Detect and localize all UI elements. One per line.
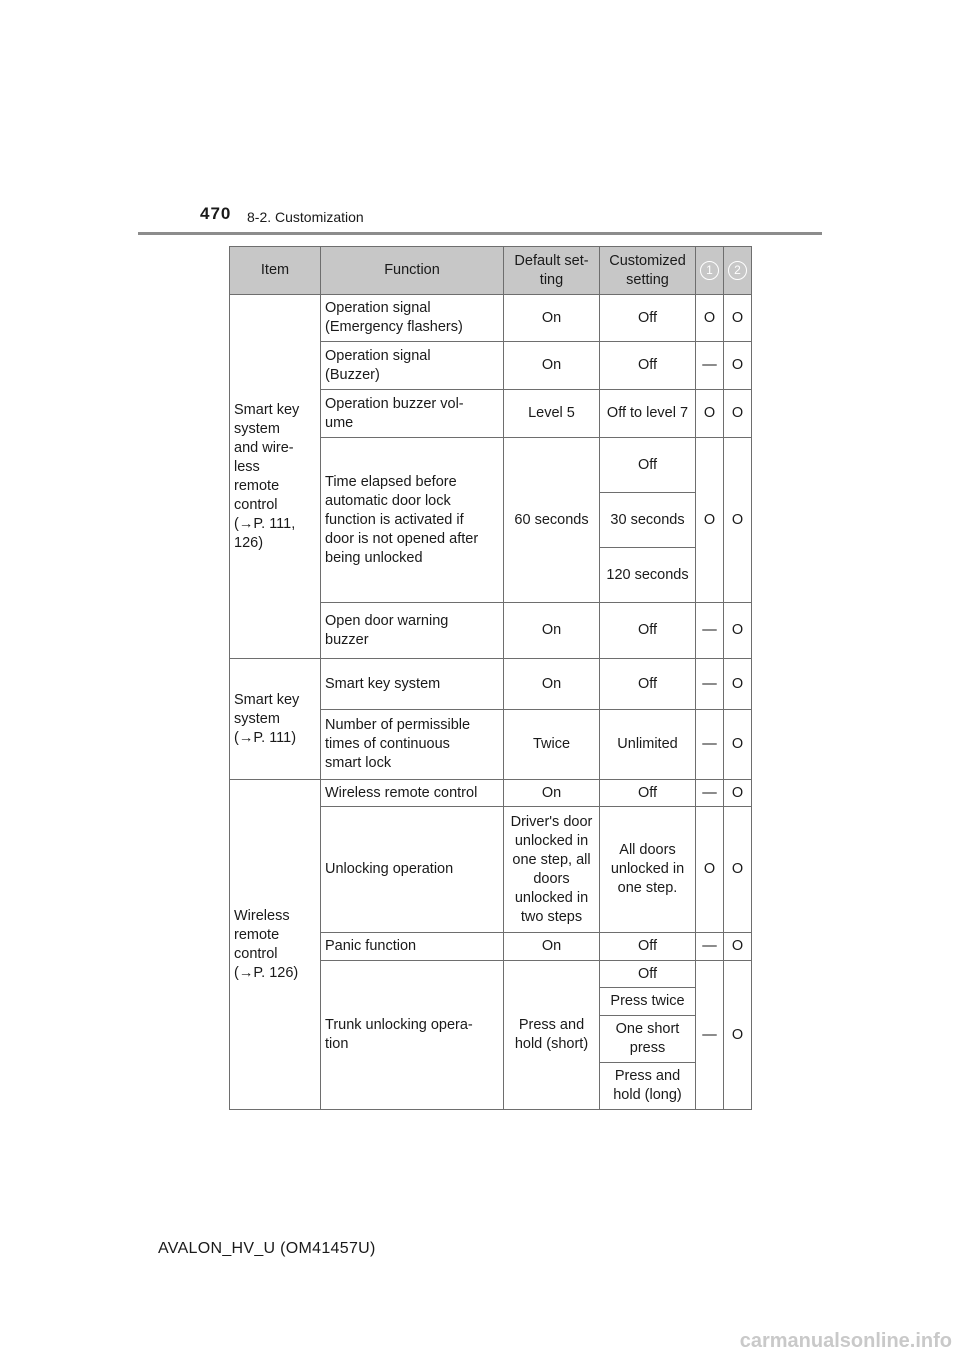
footer-model: AVALON_HV_U (OM41457U) xyxy=(158,1240,376,1257)
customized-cell: Off to level 7 xyxy=(600,390,696,438)
header-customized-setting: Customized setting xyxy=(600,247,696,295)
col2-cell: O xyxy=(724,933,752,961)
default-cell: Level 5 xyxy=(504,390,600,438)
customized-option: 120 seconds xyxy=(600,548,696,603)
col1-cell: O xyxy=(696,807,724,933)
col1-cell: — xyxy=(696,780,724,807)
col1-cell: — xyxy=(696,342,724,390)
table-header-row xyxy=(230,247,752,295)
function-cell: Panic function xyxy=(321,933,504,961)
col2-cell: O xyxy=(724,342,752,390)
customized-cell: Off xyxy=(600,659,696,710)
customized-cell: Off xyxy=(600,342,696,390)
default-cell: Press and hold (short) xyxy=(504,961,600,1110)
col1-cell: O xyxy=(696,438,724,603)
customized-option: 30 seconds xyxy=(600,493,696,548)
customized-option: Off xyxy=(600,961,696,988)
function-cell: Smart key system xyxy=(321,659,504,710)
header-item: Item xyxy=(230,247,321,295)
section-title: 8-2. Customization xyxy=(247,209,364,225)
customized-option: Press twice xyxy=(600,988,696,1016)
col2-cell: O xyxy=(724,659,752,710)
header-function: Function xyxy=(321,247,504,295)
col2-cell: O xyxy=(724,780,752,807)
customized-cell: Off xyxy=(600,603,696,659)
col2-cell: O xyxy=(724,295,752,342)
col2-cell: O xyxy=(724,438,752,603)
default-cell: 60 seconds xyxy=(504,438,600,603)
function-cell: Operation signal (Emergency flashers) xyxy=(321,295,504,342)
default-cell: On xyxy=(504,342,600,390)
customized-cell: Off xyxy=(600,933,696,961)
function-cell: Trunk unlocking opera- tion xyxy=(321,961,504,1110)
circled-1-icon: 1 xyxy=(700,261,719,280)
default-cell: On xyxy=(504,659,600,710)
function-cell: Operation signal (Buzzer) xyxy=(321,342,504,390)
col2-cell: O xyxy=(724,710,752,780)
col2-cell: O xyxy=(724,603,752,659)
function-cell: Wireless remote control xyxy=(321,780,504,807)
item-cell: Wireless remote control (→P. 126) xyxy=(230,780,321,1110)
default-cell: On xyxy=(504,603,600,659)
header-column-2 xyxy=(724,247,752,295)
col2-cell: O xyxy=(724,390,752,438)
customized-option: One short press xyxy=(600,1016,696,1063)
function-cell: Number of permissible times of continuous smart lock xyxy=(321,710,504,780)
function-cell: Unlocking operation xyxy=(321,807,504,933)
customization-table xyxy=(229,246,752,1110)
customized-cell: Off xyxy=(600,780,696,807)
header-default-setting: Default set- ting xyxy=(504,247,600,295)
function-cell: Operation buzzer vol- ume xyxy=(321,390,504,438)
col2-cell: O xyxy=(724,961,752,1110)
customized-cell: All doors unlocked in one step. xyxy=(600,807,696,933)
col1-cell: — xyxy=(696,710,724,780)
header-rule xyxy=(138,232,822,235)
default-cell: On xyxy=(504,780,600,807)
page-number: 470 xyxy=(200,204,232,223)
table-row xyxy=(230,659,752,710)
function-cell: Open door warning buzzer xyxy=(321,603,504,659)
col1-cell: — xyxy=(696,659,724,710)
customized-cell: Unlimited xyxy=(600,710,696,780)
circled-2-icon: 2 xyxy=(728,261,747,280)
col1-cell: — xyxy=(696,933,724,961)
table-row xyxy=(230,295,752,342)
customized-option: Press and hold (long) xyxy=(600,1063,696,1110)
col1-cell: O xyxy=(696,295,724,342)
default-cell: On xyxy=(504,295,600,342)
col1-cell: — xyxy=(696,603,724,659)
table-row xyxy=(230,780,752,807)
watermark: carmanualsonline.info xyxy=(739,1330,952,1352)
col1-cell: — xyxy=(696,961,724,1110)
col1-cell: O xyxy=(696,390,724,438)
item-cell: Smart key system (→P. 111) xyxy=(230,659,321,780)
default-cell: Twice xyxy=(504,710,600,780)
customized-option: Off xyxy=(600,438,696,493)
function-cell: Time elapsed before automatic door lock function is activated if door is not opened after being unlocked xyxy=(321,438,504,603)
item-cell: Smart key system and wire- less remote control (→P. 111, 126) xyxy=(230,295,321,659)
default-cell: Driver's door unlocked in one step, all doors unlocked in two steps xyxy=(504,807,600,933)
default-cell: On xyxy=(504,933,600,961)
customized-cell: Off xyxy=(600,295,696,342)
header-column-1 xyxy=(696,247,724,295)
col2-cell: O xyxy=(724,807,752,933)
